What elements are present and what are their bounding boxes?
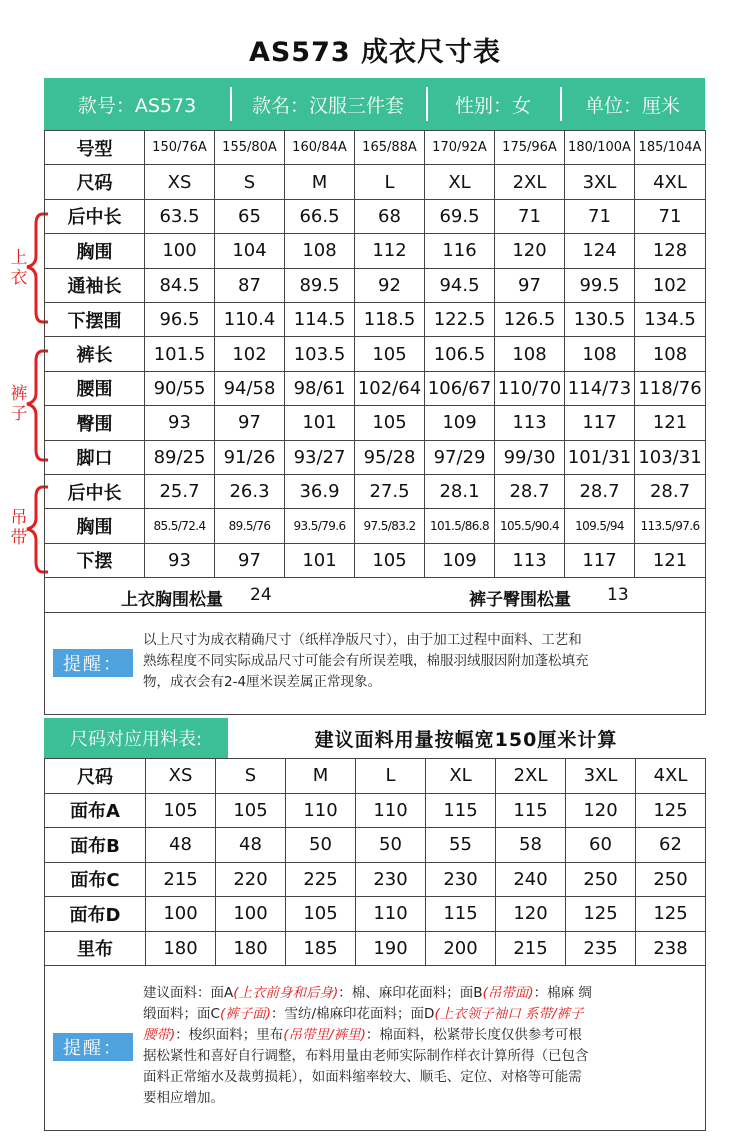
value-cell: 128 [635,234,706,268]
material-note-box [44,962,706,1131]
value-cell: 95/28 [355,440,425,474]
value-cell: 113.5/97.6 [635,509,706,543]
row-label: 尺码 [45,165,145,199]
value-cell: 28.7 [565,474,635,508]
note-seg-red: (裤子面) [219,1006,271,1022]
gender: 性别：女 [426,78,560,130]
value-cell: 240 [496,862,566,897]
value-cell: 125 [636,793,706,828]
note-seg-red: (上衣领子袖口 系带/裤子 [434,1006,584,1022]
table-row [45,862,706,897]
value-cell: 100 [145,234,215,268]
unit: 单位：厘米 [560,78,705,130]
pants-hip-slack-value: 13 [607,585,629,605]
table-row [45,406,706,440]
value-cell: 69.5 [425,199,495,233]
value-cell: 125 [636,897,706,932]
reminder-box [44,612,706,715]
size-cell: XS [146,759,216,794]
value-cell: 66.5 [285,199,355,233]
value-cell: 185 [286,931,356,966]
value-cell: 112 [355,234,425,268]
table-row [45,474,706,508]
value-cell: 103/31 [635,440,706,474]
material-table [44,758,706,966]
reminder-badge: 提醒： [53,649,133,677]
value-cell: 113 [495,406,565,440]
value-cell: 250 [636,862,706,897]
value-cell: 28.1 [425,474,495,508]
size-cell: L [355,165,425,199]
value-cell: 118.5 [355,302,425,336]
value-cell: 105 [355,337,425,371]
model-cell: 160/84A [285,131,355,165]
value-cell: 110 [356,793,426,828]
table-row [45,371,706,405]
value-cell: 97 [495,268,565,302]
value-cell: 97/29 [425,440,495,474]
value-cell: 114.5 [285,302,355,336]
row-label: 尺码 [45,759,146,794]
value-cell: 215 [496,931,566,966]
value-cell: 105 [146,793,216,828]
value-cell: 220 [216,862,286,897]
value-cell: 235 [566,931,636,966]
note-seg-red: (上衣前身和后身) [233,985,339,1001]
value-cell: 93/27 [285,440,355,474]
value-cell: 65 [215,199,285,233]
note-seg: 缎面料；面C [143,1006,220,1022]
size-cell: XL [425,165,495,199]
note-seg: 建议面料：面A [143,985,234,1001]
info-header [44,78,705,130]
value-cell: 105 [286,897,356,932]
value-cell: 101.5/86.8 [425,509,495,543]
value-cell: 106.5 [425,337,495,371]
size-cell: 4XL [635,165,706,199]
pants-hip-slack-label: 裤子臀围松量 [469,590,571,610]
value-cell: 89.5 [285,268,355,302]
value-cell: 62 [636,828,706,863]
value-cell: 105.5/90.4 [495,509,565,543]
note-seg-red: 腰带) [143,1027,176,1043]
size-cell: 2XL [496,759,566,794]
value-cell: 58 [496,828,566,863]
value-cell: 48 [216,828,286,863]
reminder-line: 以上尺寸为成衣精确尺寸（纸样净版尺寸），由于加工过程中面料、工艺和 [143,632,582,648]
style-number: 款号：AS573 [77,94,197,117]
model-cell: 185/104A [635,131,706,165]
table-row [45,440,706,474]
value-cell: 103.5 [285,337,355,371]
value-cell: 68 [355,199,425,233]
value-cell: 116 [425,234,495,268]
note-seg-red: (吊带面) [482,985,534,1001]
row-label: 通袖长 [45,268,145,302]
value-cell: 94.5 [425,268,495,302]
value-cell: 115 [426,793,496,828]
size-cell: M [285,165,355,199]
value-cell: 118/76 [635,371,706,405]
value-cell: 113 [495,543,565,577]
row-label: 面布D [45,897,146,932]
value-cell: 102 [215,337,285,371]
value-cell: 28.7 [495,474,565,508]
row-label: 裤长 [45,337,145,371]
note-line: 据松紧性和喜好自行调整，布料用量由老师实际制作样衣计算所得（已包含 [143,1048,589,1064]
value-cell: 101/31 [565,440,635,474]
value-cell: 101 [285,543,355,577]
material-size-row [45,759,706,794]
note-line: 面料正常缩水及裁剪损耗），如面料缩率较大、顺毛、定位、对格等可能需 [143,1069,582,1085]
slack-row [44,578,706,613]
page-title: AS573 成衣尺寸表 [248,37,502,68]
size-cell: 2XL [495,165,565,199]
table-row [45,793,706,828]
material-header [44,718,704,758]
value-cell: 25.7 [145,474,215,508]
size-cell: 3XL [566,759,636,794]
value-cell: 102/64 [355,371,425,405]
material-header-label: 尺码对应用料表: [44,718,228,758]
note-seg: ：梭织面料；里布 [175,1027,284,1043]
value-cell: 115 [496,793,566,828]
note-seg-red: (吊带里/裤里) [283,1027,366,1043]
value-cell: 109 [425,543,495,577]
value-cell: 250 [566,862,636,897]
value-cell: 120 [566,793,636,828]
value-cell: 106/67 [425,371,495,405]
model-cell: 165/88A [355,131,425,165]
value-cell: 109 [425,406,495,440]
value-cell: 215 [146,862,216,897]
value-cell: 108 [565,337,635,371]
value-cell: 85.5/72.4 [145,509,215,543]
note-seg: ：棉、麻印花面料；面B [338,985,483,1001]
row-label: 后中长 [45,199,145,233]
value-cell: 124 [565,234,635,268]
value-cell: 120 [495,234,565,268]
model-cell: 175/96A [495,131,565,165]
value-cell: 93 [145,543,215,577]
model-cell: 180/100A [565,131,635,165]
value-cell: 120 [496,897,566,932]
size-cell: M [286,759,356,794]
top-chest-slack-label: 上衣胸围松量 [121,590,223,610]
table-row [45,268,706,302]
value-cell: 27.5 [355,474,425,508]
value-cell: 36.9 [285,474,355,508]
value-cell: 71 [495,199,565,233]
table-row [45,234,706,268]
value-cell: 105 [355,543,425,577]
value-cell: 115 [426,897,496,932]
table-row [45,897,706,932]
value-cell: 121 [635,543,706,577]
size-table [44,130,706,578]
table-row [45,543,706,577]
value-cell: 60 [566,828,636,863]
value-cell: 110.4 [215,302,285,336]
value-cell: 97 [215,406,285,440]
value-cell: 94/58 [215,371,285,405]
row-label: 臀围 [45,406,145,440]
row-label: 下摆围 [45,302,145,336]
value-cell: 84.5 [145,268,215,302]
value-cell: 71 [635,199,706,233]
value-cell: 225 [286,862,356,897]
material-header-text: 建议面料用量按幅宽150厘米计算 [314,728,618,751]
value-cell: 110 [286,793,356,828]
note-seg: ：棉麻 绸 [533,985,592,1001]
value-cell: 100 [216,897,286,932]
row-label: 腰围 [45,371,145,405]
row-label: 下摆 [45,543,145,577]
value-cell: 190 [356,931,426,966]
row-label: 号型 [45,131,145,165]
reminder-line: 熟练程度不同实际成品尺寸可能会有所误差哦，棉服羽绒服因附加蓬松填充 [143,653,589,669]
top-chest-slack-value: 24 [250,585,272,605]
value-cell: 125 [566,897,636,932]
value-cell: 90/55 [145,371,215,405]
value-cell: 130.5 [565,302,635,336]
size-cell: XS [145,165,215,199]
value-cell: 108 [635,337,706,371]
table-row [45,302,706,336]
value-cell: 26.3 [215,474,285,508]
value-cell: 63.5 [145,199,215,233]
size-cell: S [216,759,286,794]
value-cell: 93 [145,406,215,440]
size-cell: 4XL [636,759,706,794]
value-cell: 50 [286,828,356,863]
value-cell: 92 [355,268,425,302]
value-cell: 100 [146,897,216,932]
value-cell: 101 [285,406,355,440]
note-seg: ：棉面料，松紧带长度仅供参考可根 [365,1027,582,1043]
value-cell: 48 [146,828,216,863]
value-cell: 89.5/76 [215,509,285,543]
row-label: 胸围 [45,509,145,543]
value-cell: 108 [495,337,565,371]
value-cell: 93.5/79.6 [285,509,355,543]
row-label: 里布 [45,931,146,966]
value-cell: 180 [146,931,216,966]
value-cell: 109.5/94 [565,509,635,543]
row-label: 面布A [45,793,146,828]
style-name: 款名：汉服三件套 [230,78,426,130]
value-cell: 89/25 [145,440,215,474]
reminder-text [143,630,698,693]
value-cell: 105 [216,793,286,828]
material-note-badge: 提醒： [53,1033,133,1061]
row-label: 脚口 [45,440,145,474]
table-row [45,337,706,371]
table-row [45,828,706,863]
size-cell: S [215,165,285,199]
group-label-top: 上 衣 [10,248,28,288]
table-row [45,931,706,966]
row-label: 面布C [45,862,146,897]
value-cell: 110 [356,897,426,932]
group-label-camisole: 吊 带 [10,508,28,548]
value-cell: 108 [285,234,355,268]
value-cell: 230 [426,862,496,897]
value-cell: 114/73 [565,371,635,405]
row-label: 后中长 [45,474,145,508]
value-cell: 180 [216,931,286,966]
row-label: 胸围 [45,234,145,268]
value-cell: 105 [355,406,425,440]
value-cell: 55 [426,828,496,863]
value-cell: 134.5 [635,302,706,336]
value-cell: 117 [565,406,635,440]
value-cell: 50 [356,828,426,863]
value-cell: 28.7 [635,474,706,508]
value-cell: 96.5 [145,302,215,336]
value-cell: 101.5 [145,337,215,371]
model-cell: 155/80A [215,131,285,165]
value-cell: 238 [636,931,706,966]
value-cell: 126.5 [495,302,565,336]
table-row [45,509,706,543]
model-row [45,131,706,165]
value-cell: 97.5/83.2 [355,509,425,543]
material-note-text [143,983,703,1109]
size-cell: XL [426,759,496,794]
value-cell: 122.5 [425,302,495,336]
value-cell: 98/61 [285,371,355,405]
value-cell: 99/30 [495,440,565,474]
row-label: 面布B [45,828,146,863]
note-seg: ：雪纺/棉麻印花面料；面D [270,1006,435,1022]
value-cell: 230 [356,862,426,897]
value-cell: 121 [635,406,706,440]
value-cell: 117 [565,543,635,577]
value-cell: 200 [426,931,496,966]
value-cell: 91/26 [215,440,285,474]
value-cell: 87 [215,268,285,302]
group-label-pants: 裤 子 [10,384,28,424]
reminder-line: 物，成衣会有2-4厘米误差属正常现象。 [143,674,382,690]
value-cell: 104 [215,234,285,268]
model-cell: 150/76A [145,131,215,165]
model-cell: 170/92A [425,131,495,165]
value-cell: 99.5 [565,268,635,302]
value-cell: 71 [565,199,635,233]
value-cell: 102 [635,268,706,302]
table-row [45,199,706,233]
note-line: 要相应增加。 [143,1090,224,1106]
size-cell: L [356,759,426,794]
size-row [45,165,706,199]
value-cell: 110/70 [495,371,565,405]
value-cell: 97 [215,543,285,577]
size-cell: 3XL [565,165,635,199]
